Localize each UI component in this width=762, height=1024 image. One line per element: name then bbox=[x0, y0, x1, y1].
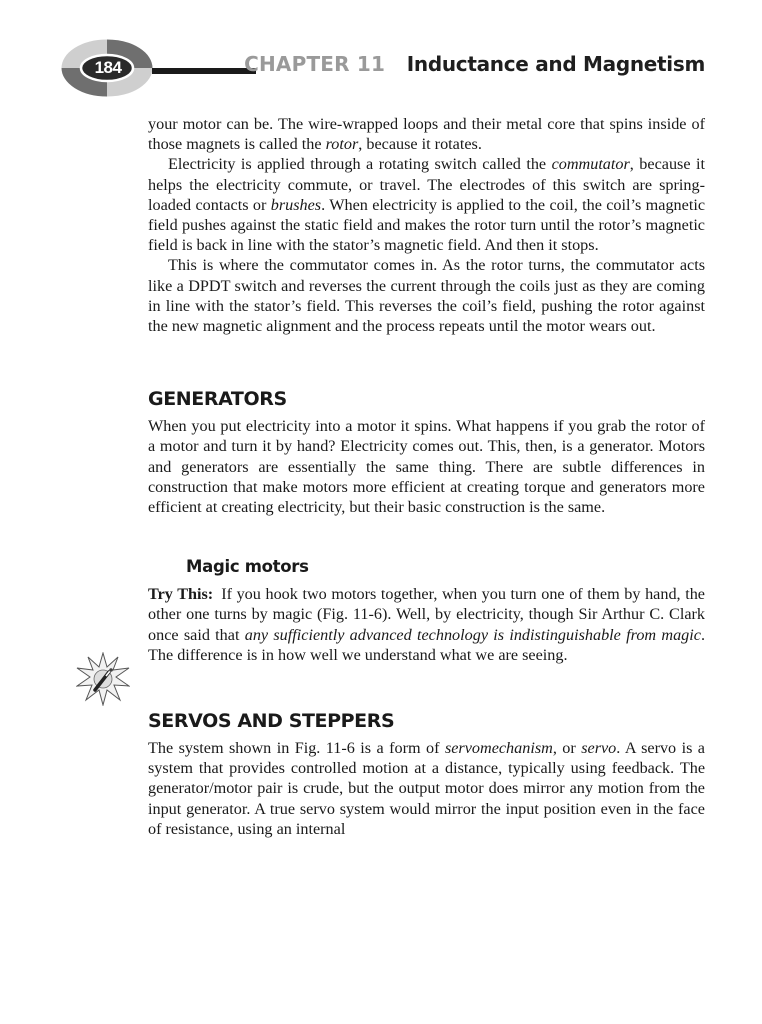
term-brushes: brushes bbox=[270, 195, 322, 214]
paragraph-servo bbox=[148, 738, 705, 839]
paragraph-text: , or bbox=[552, 739, 582, 758]
paragraph-generators: When you put electricity into a motor it spins. What happens if you grab the rotor of a motor and turn it by hand? Electricity comes out. This, then, is a generator. Motors and generators are essentially the same thing. There are subtle differences in construction that make motors more efficient at creating torque and generators more efficient at creating electricity, but their basic construction is the same. bbox=[148, 417, 705, 517]
paragraph-text: . The difference is in how well we understand what we are seeing. bbox=[148, 625, 705, 664]
heading-generators: GENERATORS bbox=[148, 388, 287, 411]
subheading-magic-motors: Magic motors bbox=[186, 557, 309, 577]
paragraph-commutator bbox=[148, 154, 705, 255]
quote-clarke: any sufficiently advanced technology is indistinguishable from magic bbox=[244, 625, 701, 644]
page-body bbox=[148, 114, 705, 839]
chapter-label: CHAPTER 11 bbox=[244, 52, 386, 76]
term-commutator: commutator bbox=[551, 155, 630, 174]
paragraph-commutator-action: This is where the commutator comes in. As the rotor turns, the commutator acts like a DPDT switch and reverses the current through the coils just as they are coming in line with the stator’s field. This reverses the coil’s field, pushing the rotor against the new magnetic alignment and the process repeats until the motor wears out. bbox=[148, 256, 705, 336]
try-this-label: Try This: bbox=[148, 585, 214, 604]
paragraph-rotor bbox=[148, 114, 705, 154]
chapter-title: Inductance and Magnetism bbox=[406, 52, 705, 76]
paragraph-text: your motor can be. The wire-wrapped loops and their metal core that spins inside of those magnets is called the bbox=[148, 115, 705, 154]
page-number: 184 bbox=[94, 58, 122, 77]
magic-wand-spark-icon bbox=[76, 652, 130, 706]
paragraph-text: The system shown in Fig. 11-6 is a form of bbox=[148, 739, 445, 758]
paragraph-text: , because it rotates. bbox=[358, 135, 482, 154]
running-header bbox=[244, 52, 705, 76]
paragraph-text: Electricity is applied through a rotating switch called the bbox=[168, 155, 552, 174]
try-this-paragraph bbox=[148, 584, 705, 665]
heading-servos-steppers: SERVOS AND STEPPERS bbox=[148, 710, 395, 733]
paragraph-text: , because it helps the electricity commute, or travel. The electrodes of this switch are spring-loaded contacts or bbox=[148, 155, 705, 214]
paragraph-text: . A servo is a system that provides controlled motion at a distance, typically using feedback. The generator/motor pair is crude, but the output motor does mirror any motion from the input generator. A true servo system would mirror the input position even in the face of resistance, using an internal bbox=[148, 739, 705, 838]
paragraph-text: . When electricity is applied to the coil, the coil’s magnetic field pushes against the static field and makes the rotor turn until the rotor’s magnetic field is back in line with the stator’s magnetic field. And then it stops. bbox=[148, 195, 705, 255]
paragraph-text: If you hook two motors together, when you turn one of them by hand, the other one turns by magic (Fig. 11-6). Well, by electricity, though Sir Arthur C. Clark once said that bbox=[148, 585, 705, 644]
term-servo: servo bbox=[581, 739, 617, 758]
header-rule bbox=[152, 68, 256, 74]
term-servomechanism: servomechanism bbox=[444, 739, 553, 758]
term-rotor: rotor bbox=[325, 135, 359, 154]
